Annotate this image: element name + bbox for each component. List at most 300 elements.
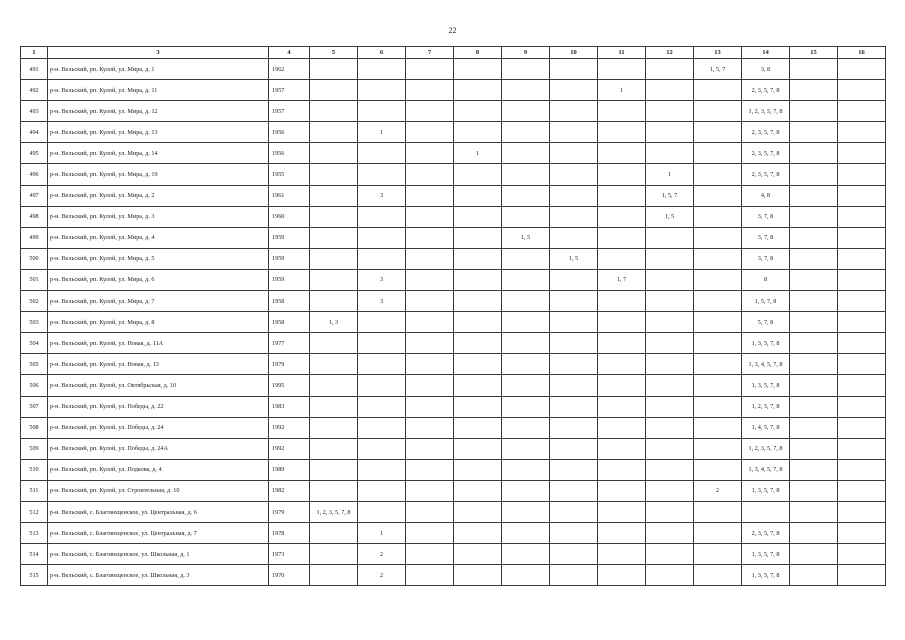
table-row bbox=[21, 80, 886, 101]
column-15-cell bbox=[790, 501, 838, 522]
column-15-cell bbox=[790, 269, 838, 290]
row-number-cell: 514 bbox=[21, 544, 48, 565]
column-header: 5 bbox=[310, 47, 358, 59]
year-cell: 1959 bbox=[269, 227, 310, 248]
column-10-cell bbox=[550, 523, 598, 544]
column-6-cell bbox=[358, 501, 406, 522]
column-6-cell: 2 bbox=[358, 565, 406, 586]
column-5-cell: 1, 2, 3, 5, 7, 8 bbox=[310, 501, 358, 522]
row-number-cell: 493 bbox=[21, 101, 48, 122]
column-12-cell: 1 bbox=[646, 164, 694, 185]
column-16-cell bbox=[838, 101, 886, 122]
table-row bbox=[21, 459, 886, 480]
column-8-cell bbox=[454, 480, 502, 501]
column-8-cell bbox=[454, 417, 502, 438]
table-row bbox=[21, 417, 886, 438]
column-8-cell bbox=[454, 544, 502, 565]
column-6-cell: 3 bbox=[358, 269, 406, 290]
column-14-cell: 3, 8 bbox=[742, 59, 790, 80]
header-row bbox=[21, 47, 886, 59]
column-6-cell: 3 bbox=[358, 185, 406, 206]
column-11-cell bbox=[598, 544, 646, 565]
year-cell: 1957 bbox=[269, 101, 310, 122]
column-9-cell bbox=[502, 396, 550, 417]
column-13-cell bbox=[694, 565, 742, 586]
column-5-cell bbox=[310, 143, 358, 164]
column-10-cell bbox=[550, 501, 598, 522]
column-15-cell bbox=[790, 544, 838, 565]
column-13-cell bbox=[694, 312, 742, 333]
column-15-cell bbox=[790, 185, 838, 206]
table-row bbox=[21, 438, 886, 459]
address-cell: р-н. Вельский, с. Благовещенское, ул. Центральная, д. 6 bbox=[48, 501, 269, 522]
column-13-cell bbox=[694, 459, 742, 480]
column-9-cell bbox=[502, 438, 550, 459]
column-8-cell bbox=[454, 122, 502, 143]
table-row bbox=[21, 333, 886, 354]
address-cell: р-н. Вельский, рп. Кулой, ул. Мира, д. 7 bbox=[48, 291, 269, 312]
year-cell: 1958 bbox=[269, 312, 310, 333]
column-10-cell bbox=[550, 291, 598, 312]
column-6-cell bbox=[358, 80, 406, 101]
column-11-cell bbox=[598, 185, 646, 206]
column-11-cell bbox=[598, 438, 646, 459]
column-7-cell bbox=[406, 523, 454, 544]
column-8-cell bbox=[454, 438, 502, 459]
column-11-cell bbox=[598, 375, 646, 396]
column-13-cell bbox=[694, 544, 742, 565]
column-7-cell bbox=[406, 227, 454, 248]
column-10-cell bbox=[550, 438, 598, 459]
column-12-cell bbox=[646, 417, 694, 438]
column-12-cell: 1, 5 bbox=[646, 206, 694, 227]
row-number-cell: 512 bbox=[21, 501, 48, 522]
table-row bbox=[21, 565, 886, 586]
column-6-cell bbox=[358, 375, 406, 396]
column-9-cell bbox=[502, 59, 550, 80]
column-8-cell bbox=[454, 291, 502, 312]
column-15-cell bbox=[790, 80, 838, 101]
row-number-cell: 511 bbox=[21, 480, 48, 501]
column-16-cell bbox=[838, 164, 886, 185]
table-row bbox=[21, 396, 886, 417]
address-cell: р-н. Вельский, рп. Кулой, ул. Победы, д. 22 bbox=[48, 396, 269, 417]
row-number-cell: 501 bbox=[21, 269, 48, 290]
column-11-cell bbox=[598, 227, 646, 248]
column-11-cell bbox=[598, 417, 646, 438]
year-cell: 1982 bbox=[269, 480, 310, 501]
column-header: 10 bbox=[550, 47, 598, 59]
column-8-cell bbox=[454, 164, 502, 185]
column-15-cell bbox=[790, 354, 838, 375]
column-8-cell bbox=[454, 80, 502, 101]
column-6-cell bbox=[358, 227, 406, 248]
column-10-cell bbox=[550, 312, 598, 333]
year-cell: 1955 bbox=[269, 164, 310, 185]
column-8-cell bbox=[454, 59, 502, 80]
column-11-cell bbox=[598, 480, 646, 501]
column-13-cell bbox=[694, 122, 742, 143]
table-body bbox=[21, 59, 886, 586]
column-8-cell bbox=[454, 269, 502, 290]
row-number-cell: 495 bbox=[21, 143, 48, 164]
column-5-cell bbox=[310, 59, 358, 80]
address-cell: р-н. Вельский, рп. Кулой, ул. Победы, д. 24А bbox=[48, 438, 269, 459]
address-cell: р-н. Вельский, рп. Кулой, ул. Победы, д. 24 bbox=[48, 417, 269, 438]
column-9-cell bbox=[502, 333, 550, 354]
address-cell: р-н. Вельский, рп. Кулой, ул. Новая, д. 11А bbox=[48, 333, 269, 354]
column-13-cell bbox=[694, 523, 742, 544]
column-7-cell bbox=[406, 354, 454, 375]
address-cell: р-н. Вельский, рп. Кулой, ул. Октябрьская, д. 10 bbox=[48, 375, 269, 396]
column-5-cell bbox=[310, 185, 358, 206]
column-12-cell bbox=[646, 501, 694, 522]
column-15-cell bbox=[790, 396, 838, 417]
column-13-cell bbox=[694, 501, 742, 522]
address-cell: р-н. Вельский, рп. Кулой, ул. Мира, д. 6 bbox=[48, 269, 269, 290]
column-8-cell bbox=[454, 312, 502, 333]
row-number-cell: 491 bbox=[21, 59, 48, 80]
table-row bbox=[21, 143, 886, 164]
column-13-cell bbox=[694, 206, 742, 227]
column-9-cell bbox=[502, 312, 550, 333]
column-7-cell bbox=[406, 396, 454, 417]
row-number-cell: 510 bbox=[21, 459, 48, 480]
column-11-cell bbox=[598, 122, 646, 143]
column-13-cell: 2 bbox=[694, 480, 742, 501]
column-12-cell bbox=[646, 291, 694, 312]
column-12-cell bbox=[646, 438, 694, 459]
year-cell: 1956 bbox=[269, 122, 310, 143]
column-12-cell bbox=[646, 354, 694, 375]
column-6-cell bbox=[358, 459, 406, 480]
column-15-cell bbox=[790, 291, 838, 312]
column-16-cell bbox=[838, 227, 886, 248]
address-cell: р-н. Вельский, рп. Кулой, ул. Подкова, д. 4 bbox=[48, 459, 269, 480]
row-number-cell: 509 bbox=[21, 438, 48, 459]
year-cell: 1960 bbox=[269, 206, 310, 227]
table-row bbox=[21, 480, 886, 501]
column-16-cell bbox=[838, 291, 886, 312]
column-14-cell: 1, 2, 3, 5, 7, 8 bbox=[742, 438, 790, 459]
address-cell: р-н. Вельский, рп. Кулой, ул. Новая, д. 13 bbox=[48, 354, 269, 375]
table-row bbox=[21, 501, 886, 522]
column-7-cell bbox=[406, 544, 454, 565]
column-10-cell bbox=[550, 396, 598, 417]
column-7-cell bbox=[406, 312, 454, 333]
row-number-cell: 494 bbox=[21, 122, 48, 143]
column-14-cell: 2, 3, 5, 7, 8 bbox=[742, 122, 790, 143]
column-14-cell: 1, 3, 4, 5, 7, 8 bbox=[742, 354, 790, 375]
address-cell: р-н. Вельский, рп. Кулой, ул. Мира, д. 14 bbox=[48, 143, 269, 164]
table-row bbox=[21, 312, 886, 333]
column-6-cell bbox=[358, 59, 406, 80]
column-5-cell bbox=[310, 354, 358, 375]
column-12-cell bbox=[646, 480, 694, 501]
column-14-cell: 4, 8 bbox=[742, 185, 790, 206]
address-cell: р-н. Вельский, с. Благовещенское, ул. Школьная, д. 3 bbox=[48, 565, 269, 586]
column-14-cell: 1, 3, 5, 7, 8 bbox=[742, 375, 790, 396]
column-11-cell bbox=[598, 248, 646, 269]
column-16-cell bbox=[838, 523, 886, 544]
column-6-cell bbox=[358, 248, 406, 269]
column-11-cell bbox=[598, 333, 646, 354]
column-8-cell: 1 bbox=[454, 143, 502, 164]
column-12-cell bbox=[646, 227, 694, 248]
column-6-cell bbox=[358, 101, 406, 122]
column-16-cell bbox=[838, 480, 886, 501]
column-15-cell bbox=[790, 438, 838, 459]
column-13-cell bbox=[694, 333, 742, 354]
column-12-cell bbox=[646, 269, 694, 290]
column-10-cell bbox=[550, 565, 598, 586]
column-16-cell bbox=[838, 248, 886, 269]
column-14-cell: 1, 2, 3, 5, 7, 8 bbox=[742, 101, 790, 122]
column-13-cell bbox=[694, 417, 742, 438]
column-5-cell bbox=[310, 101, 358, 122]
column-8-cell bbox=[454, 459, 502, 480]
table-row bbox=[21, 59, 886, 80]
column-16-cell bbox=[838, 122, 886, 143]
year-cell: 1958 bbox=[269, 291, 310, 312]
column-13-cell bbox=[694, 396, 742, 417]
row-number-cell: 496 bbox=[21, 164, 48, 185]
address-cell: р-н. Вельский, с. Благовещенское, ул. Центральная, д. 7 bbox=[48, 523, 269, 544]
row-number-cell: 499 bbox=[21, 227, 48, 248]
column-16-cell bbox=[838, 396, 886, 417]
column-8-cell bbox=[454, 565, 502, 586]
column-11-cell: 1, 7 bbox=[598, 269, 646, 290]
table-row bbox=[21, 164, 886, 185]
column-9-cell: 1, 5 bbox=[502, 227, 550, 248]
column-9-cell bbox=[502, 248, 550, 269]
column-5-cell bbox=[310, 396, 358, 417]
column-16-cell bbox=[838, 501, 886, 522]
year-cell: 1992 bbox=[269, 438, 310, 459]
column-10-cell bbox=[550, 544, 598, 565]
column-13-cell bbox=[694, 143, 742, 164]
column-13-cell bbox=[694, 185, 742, 206]
column-6-cell: 3 bbox=[358, 291, 406, 312]
column-9-cell bbox=[502, 501, 550, 522]
column-14-cell: 3, 7, 8 bbox=[742, 227, 790, 248]
column-header: 8 bbox=[454, 47, 502, 59]
column-header: 6 bbox=[358, 47, 406, 59]
column-14-cell: 2, 3, 5, 7, 8 bbox=[742, 523, 790, 544]
year-cell: 1979 bbox=[269, 501, 310, 522]
column-11-cell bbox=[598, 354, 646, 375]
column-10-cell bbox=[550, 269, 598, 290]
column-13-cell bbox=[694, 354, 742, 375]
table-row bbox=[21, 291, 886, 312]
column-8-cell bbox=[454, 333, 502, 354]
column-header: 12 bbox=[646, 47, 694, 59]
column-13-cell bbox=[694, 248, 742, 269]
column-12-cell bbox=[646, 544, 694, 565]
column-11-cell: 1 bbox=[598, 80, 646, 101]
row-number-cell: 492 bbox=[21, 80, 48, 101]
column-14-cell: 1, 3, 5, 7, 8 bbox=[742, 565, 790, 586]
address-cell: р-н. Вельский, рп. Кулой, ул. Мира, д. 19 bbox=[48, 164, 269, 185]
column-6-cell bbox=[358, 354, 406, 375]
table-row bbox=[21, 227, 886, 248]
address-cell: р-н. Вельский, рп. Кулой, ул. Мира, д. 11 bbox=[48, 80, 269, 101]
column-11-cell bbox=[598, 101, 646, 122]
column-12-cell bbox=[646, 333, 694, 354]
column-7-cell bbox=[406, 565, 454, 586]
column-header: 16 bbox=[838, 47, 886, 59]
column-13-cell bbox=[694, 101, 742, 122]
column-5-cell bbox=[310, 164, 358, 185]
table-row bbox=[21, 101, 886, 122]
column-8-cell bbox=[454, 375, 502, 396]
column-16-cell bbox=[838, 333, 886, 354]
year-cell: 1983 bbox=[269, 396, 310, 417]
page-number: 22 bbox=[448, 26, 457, 35]
column-15-cell bbox=[790, 227, 838, 248]
year-cell: 1973 bbox=[269, 544, 310, 565]
column-11-cell bbox=[598, 312, 646, 333]
column-5-cell bbox=[310, 459, 358, 480]
column-7-cell bbox=[406, 206, 454, 227]
column-15-cell bbox=[790, 480, 838, 501]
column-15-cell bbox=[790, 143, 838, 164]
column-5-cell bbox=[310, 565, 358, 586]
column-11-cell bbox=[598, 396, 646, 417]
column-16-cell bbox=[838, 544, 886, 565]
year-cell: 1989 bbox=[269, 459, 310, 480]
column-15-cell bbox=[790, 122, 838, 143]
table-row bbox=[21, 122, 886, 143]
row-number-cell: 500 bbox=[21, 248, 48, 269]
column-11-cell bbox=[598, 291, 646, 312]
column-14-cell: 1, 3, 5, 7, 8 bbox=[742, 544, 790, 565]
column-14-cell: 8 bbox=[742, 269, 790, 290]
row-number-cell: 503 bbox=[21, 312, 48, 333]
year-cell: 1970 bbox=[269, 565, 310, 586]
column-7-cell bbox=[406, 59, 454, 80]
column-15-cell bbox=[790, 59, 838, 80]
column-16-cell bbox=[838, 185, 886, 206]
column-7-cell bbox=[406, 122, 454, 143]
column-10-cell bbox=[550, 480, 598, 501]
column-8-cell bbox=[454, 185, 502, 206]
column-12-cell bbox=[646, 122, 694, 143]
column-8-cell bbox=[454, 248, 502, 269]
column-9-cell bbox=[502, 269, 550, 290]
table-row bbox=[21, 206, 886, 227]
column-12-cell bbox=[646, 143, 694, 164]
column-11-cell bbox=[598, 59, 646, 80]
column-15-cell bbox=[790, 417, 838, 438]
column-11-cell bbox=[598, 565, 646, 586]
column-10-cell bbox=[550, 459, 598, 480]
column-14-cell: 1, 2, 5, 7, 8 bbox=[742, 396, 790, 417]
column-11-cell bbox=[598, 459, 646, 480]
column-7-cell bbox=[406, 375, 454, 396]
year-cell: 1959 bbox=[269, 269, 310, 290]
column-14-cell: 3, 7, 8 bbox=[742, 206, 790, 227]
column-7-cell bbox=[406, 438, 454, 459]
column-14-cell: 2, 3, 5, 7, 8 bbox=[742, 164, 790, 185]
column-12-cell: 1, 5, 7 bbox=[646, 185, 694, 206]
column-9-cell bbox=[502, 565, 550, 586]
column-7-cell bbox=[406, 480, 454, 501]
table-row bbox=[21, 269, 886, 290]
year-cell: 1978 bbox=[269, 523, 310, 544]
column-6-cell bbox=[358, 417, 406, 438]
table-row bbox=[21, 354, 886, 375]
column-header: 14 bbox=[742, 47, 790, 59]
address-cell: р-н. Вельский, рп. Кулой, ул. Мира, д. 5 bbox=[48, 248, 269, 269]
column-5-cell bbox=[310, 523, 358, 544]
column-9-cell bbox=[502, 80, 550, 101]
address-cell: р-н. Вельский, рп. Кулой, ул. Строительная, д. 10 bbox=[48, 480, 269, 501]
column-7-cell bbox=[406, 333, 454, 354]
column-9-cell bbox=[502, 375, 550, 396]
column-5-cell: 1, 3 bbox=[310, 312, 358, 333]
column-header: 9 bbox=[502, 47, 550, 59]
column-14-cell: 5, 7, 8 bbox=[742, 312, 790, 333]
column-8-cell bbox=[454, 101, 502, 122]
column-12-cell bbox=[646, 396, 694, 417]
column-12-cell bbox=[646, 523, 694, 544]
row-number-cell: 498 bbox=[21, 206, 48, 227]
column-16-cell bbox=[838, 375, 886, 396]
column-14-cell: 1, 5, 7, 8 bbox=[742, 291, 790, 312]
column-6-cell bbox=[358, 206, 406, 227]
column-12-cell bbox=[646, 459, 694, 480]
column-13-cell: 1, 5, 7 bbox=[694, 59, 742, 80]
column-5-cell bbox=[310, 544, 358, 565]
column-10-cell bbox=[550, 80, 598, 101]
column-9-cell bbox=[502, 459, 550, 480]
column-14-cell: 1, 4, 5, 7, 8 bbox=[742, 417, 790, 438]
column-14-cell: 2, 3, 5, 7, 8 bbox=[742, 143, 790, 164]
column-7-cell bbox=[406, 80, 454, 101]
column-header: 7 bbox=[406, 47, 454, 59]
column-12-cell bbox=[646, 375, 694, 396]
column-9-cell bbox=[502, 206, 550, 227]
column-11-cell bbox=[598, 206, 646, 227]
column-8-cell bbox=[454, 354, 502, 375]
column-16-cell bbox=[838, 438, 886, 459]
column-16-cell bbox=[838, 459, 886, 480]
row-number-cell: 513 bbox=[21, 523, 48, 544]
column-5-cell bbox=[310, 417, 358, 438]
column-5-cell bbox=[310, 269, 358, 290]
column-5-cell bbox=[310, 248, 358, 269]
column-9-cell bbox=[502, 417, 550, 438]
column-16-cell bbox=[838, 206, 886, 227]
column-6-cell bbox=[358, 480, 406, 501]
column-15-cell bbox=[790, 565, 838, 586]
column-10-cell bbox=[550, 143, 598, 164]
column-10-cell bbox=[550, 101, 598, 122]
column-15-cell bbox=[790, 101, 838, 122]
column-6-cell: 2 bbox=[358, 544, 406, 565]
column-9-cell bbox=[502, 523, 550, 544]
address-cell: р-н. Вельский, рп. Кулой, ул. Мира, д. 2 bbox=[48, 185, 269, 206]
year-cell: 1962 bbox=[269, 59, 310, 80]
column-12-cell bbox=[646, 80, 694, 101]
column-8-cell bbox=[454, 501, 502, 522]
column-10-cell bbox=[550, 59, 598, 80]
column-13-cell bbox=[694, 291, 742, 312]
column-15-cell bbox=[790, 248, 838, 269]
row-number-cell: 502 bbox=[21, 291, 48, 312]
column-9-cell bbox=[502, 291, 550, 312]
